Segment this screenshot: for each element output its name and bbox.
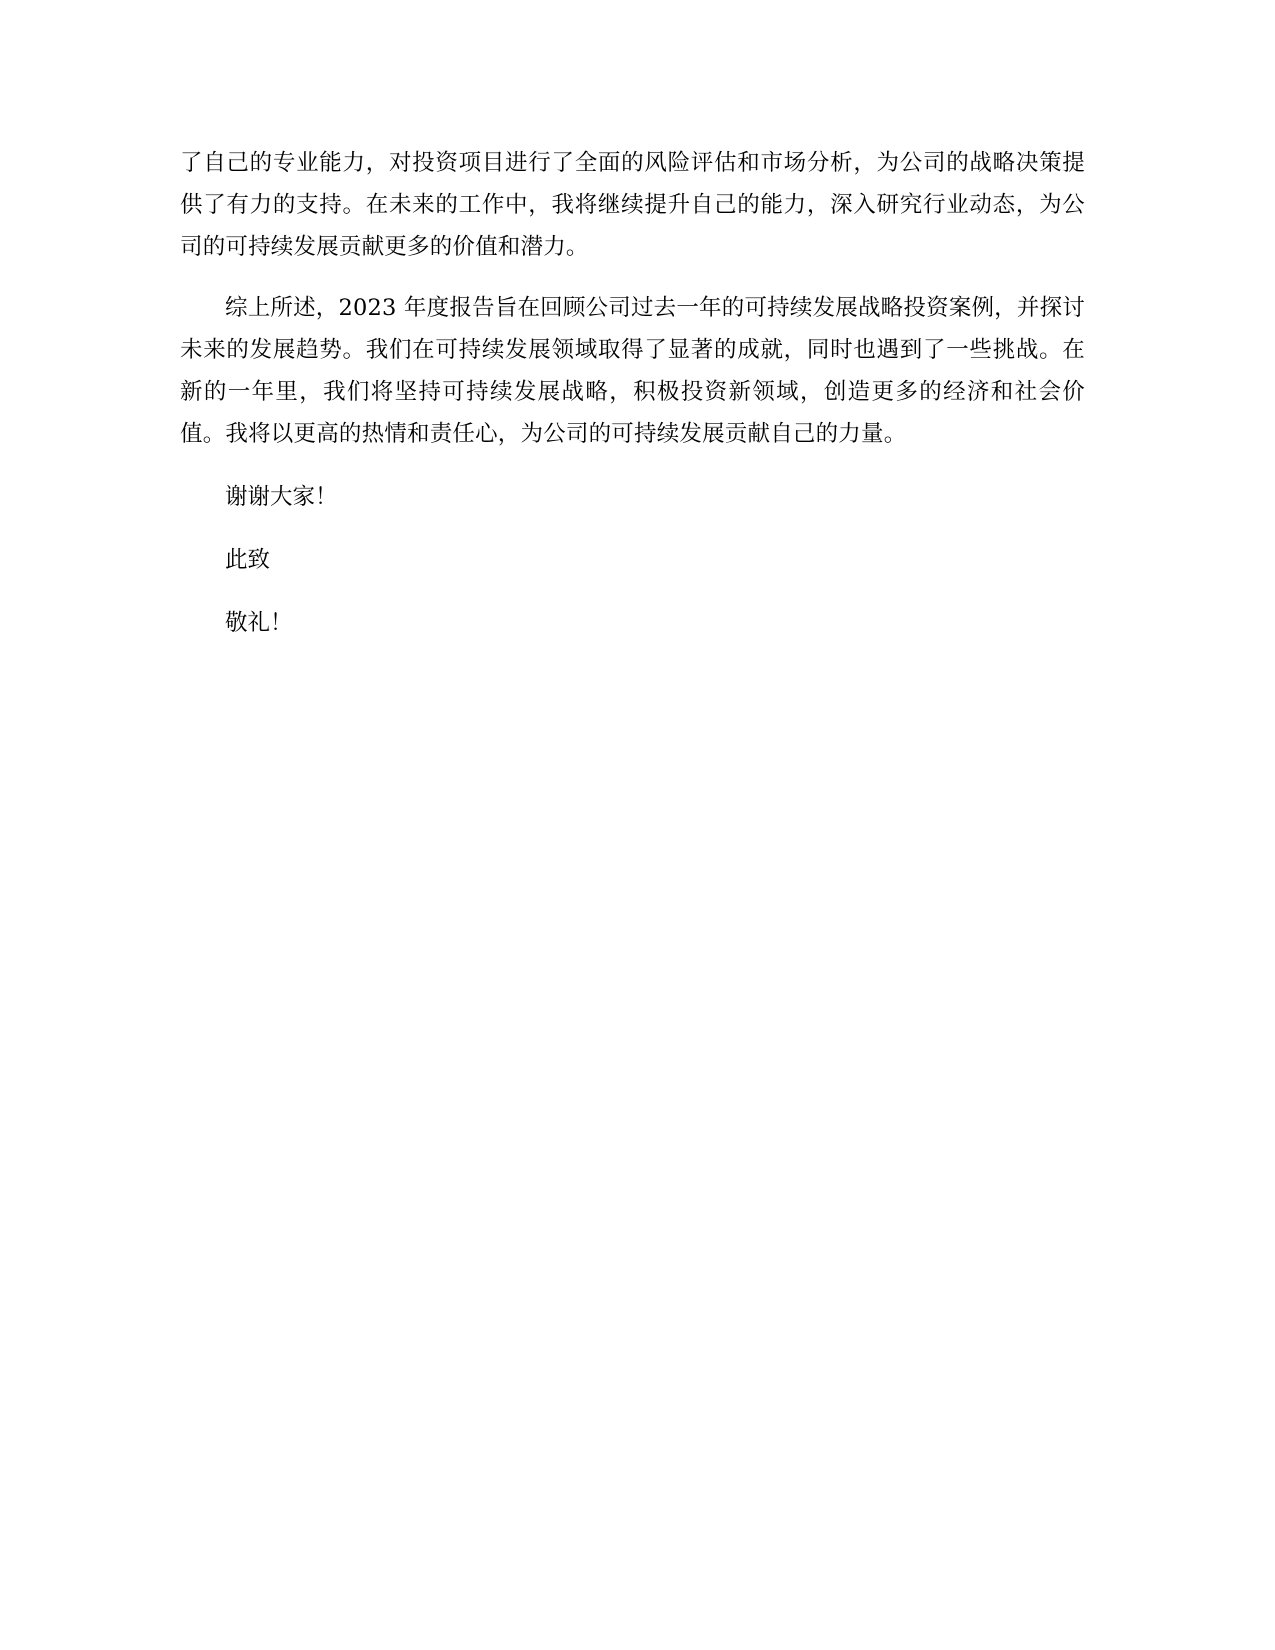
- closing-salutation: 此致: [225, 547, 271, 573]
- body-paragraph-summary: 综上所述，2023 年度报告旨在回顾公司过去一年的可持续发展战略投资案例，并探讨未来的发展趋势。我们在可持续发展领域取得了显著的成就，同时也遇到了一些挑战。在新的一年里，我们将坚持可持续发展战略，积极投资新领域，创造更多的经济和社会价值。我将以更高的热情和责任心，为公司的可持续发展贡献自己的力量。: [180, 295, 1085, 447]
- closing-regards: 敬礼！: [225, 610, 293, 636]
- document-page: [180, 142, 1085, 644]
- body-paragraph-continued: 了自己的专业能力，对投资项目进行了全面的风险评估和市场分析，为公司的战略决策提供了有力的支持。在未来的工作中，我将继续提升自己的能力，深入研究行业动态，为公司的可持续发展贡献更多的价值和潜力。: [180, 150, 1085, 260]
- closing-thanks: 谢谢大家！: [225, 484, 338, 510]
